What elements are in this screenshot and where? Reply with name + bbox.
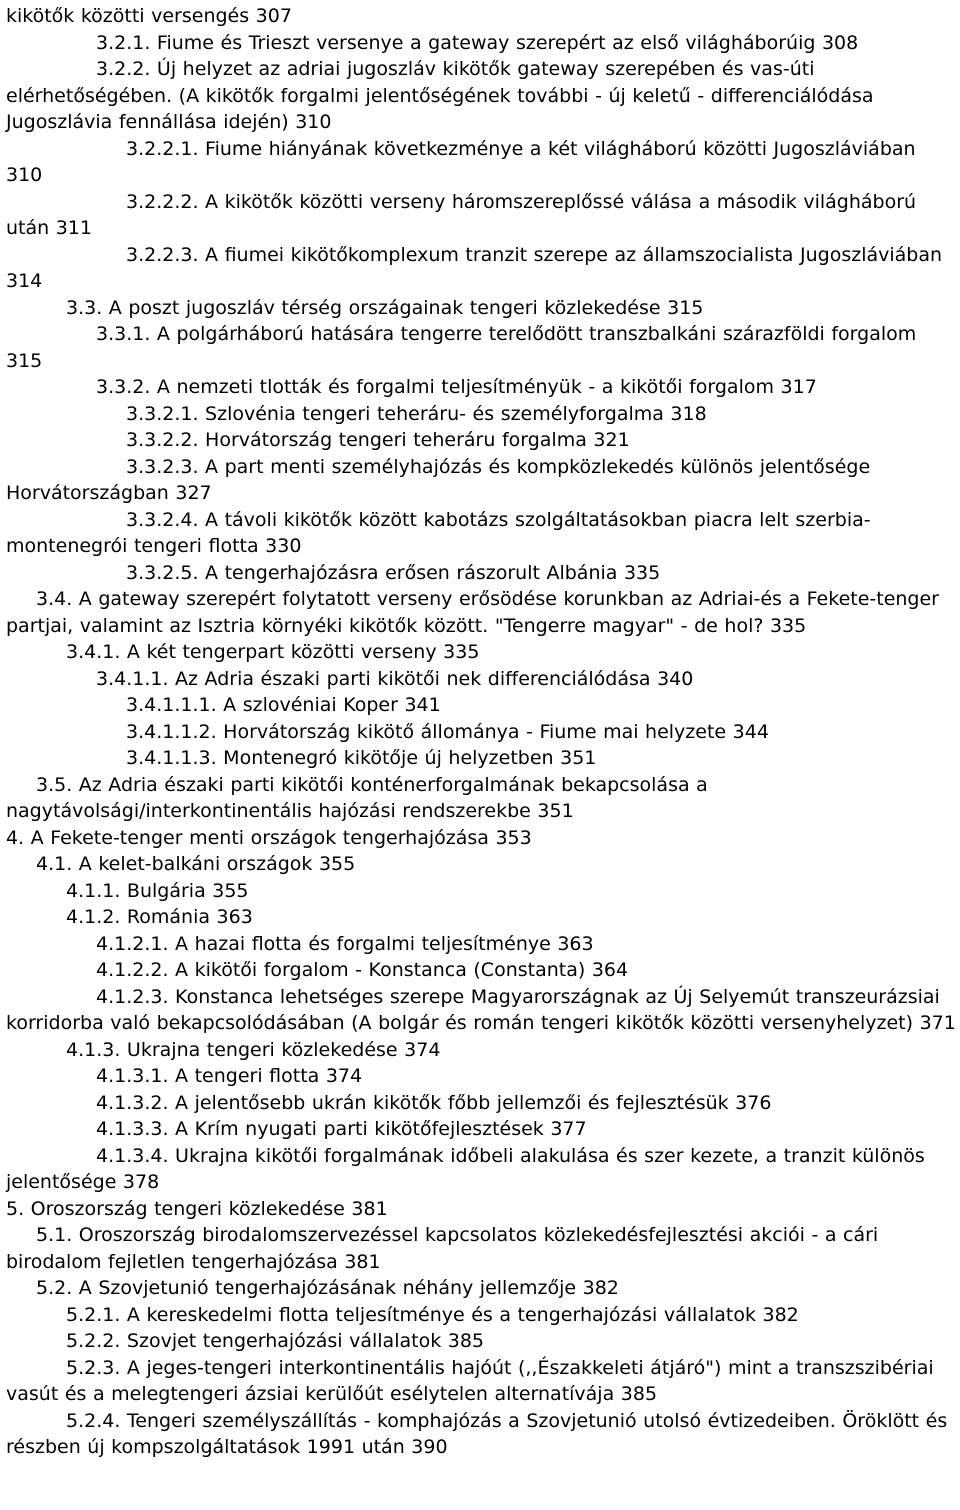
toc-entry: 3.3.2.3. A part menti személyhajózás és kompközlekedés különös jelentősége Horvátországban 327 [6,455,871,504]
toc-entry: 4.1.3.2. A jelentősebb ukrán kikötők főbb jellemzői és fejlesztésük 376 [96,1091,772,1114]
toc-entry: 5.2. A Szovjetunió tengerhajózásának néhány jellemzője 382 [36,1277,619,1299]
toc-entry: 3.3.2.1. Szlovénia tengeri teheráru- és személyforgalma 318 [126,402,707,425]
toc-entry: 5. Oroszország tengeri közlekedése 381 [6,1197,388,1220]
toc-entry: 4.1.3. Ukrajna tengeri közlekedése 374 [66,1038,441,1061]
toc-entry: 4.1.2.3. Konstanca lehetséges szerepe Magyarországnak az Új Selyemút transzeurázsiai korridorba való bekapcsolódásában (A bolgár és román tengeri kikötők közötti versenyhelyzet) 371 [6,985,956,1034]
toc-entry: 4.1.3.1. A tengeri flotta 374 [96,1065,363,1087]
toc-entry: 3.3.2. A nemzeti tlották és forgalmi teljesítményük - a kikötői forgalom 317 [96,376,817,398]
toc-entry: 3.4. A gateway szerepért folytatott verseny erősödése korunkban az Adriai-és a Fekete-tenger partjai, valamint az Isztria környéki kikötők között. "Tengerre magyar" - de hol? 335 [6,588,939,637]
toc-entry: kikötők közötti versengés 307 [6,5,292,27]
toc-entry: 3.2.2.3. A fiumei kikötőkomplexum tranzit szerepe az államszocialista Jugoszláviában 314 [6,243,943,292]
toc-entry: 4.1.2.1. A hazai flotta és forgalmi teljesítménye 363 [96,932,594,955]
toc-entry: 3.2.2.1. Fiume hiányának következménye a két világháború közötti Jugoszláviában 310 [6,137,916,186]
toc-entry: 3.2.2.2. A kikötők közötti verseny háromszereplőssé válása a második világháború után 311 [6,190,917,239]
toc-entry: 5.2.3. A jeges-tengeri interkontinentális hajóút (,,Északkeleti átjáró") mint a transzszibériai vasút és a melegtengeri ázsiai kerülőút esélytelen alternatívája 385 [6,1356,934,1405]
toc-entry: 3.3. A poszt jugoszláv térség országainak tengeri közlekedése 315 [66,296,704,319]
toc-entry: 4.1.2.2. A kikötői forgalom - Konstanca (Constanta) 364 [96,959,629,981]
toc-entry: 3.4.1.1.3. Montenegró kikötője új helyzetben 351 [126,747,597,769]
toc-entry: 4. A Fekete-tenger menti országok tengerhajózása 353 [6,826,532,849]
toc-entry: 5.2.4. Tengeri személyszállítás - komphajózás a Szovjetunió utolsó évtizedeiben. Öröklött és részben új kompszolgáltatások 1991 után 390 [6,1409,948,1458]
toc-entry: 4.1. A kelet-balkáni országok 355 [36,853,356,875]
toc-entry: 4.1.2. Románia 363 [66,906,253,928]
toc-entry: 3.4.1. A két tengerpart közötti verseny 335 [66,641,480,663]
toc-entry: 3.3.2.5. A tengerhajózásra erősen rászorult Albánia 335 [126,561,661,584]
toc-entry: 3.3.1. A polgárháború hatására tengerre terelődött transzbalkáni szárazföldi forgalom 315 [6,323,917,372]
toc-entry: 4.1.3.3. A Krím nyugati parti kikötőfejlesztések 377 [96,1118,587,1140]
toc-entry: 3.4.1.1. Az Adria északi parti kikötői nek differenciálódása 340 [96,667,694,690]
toc-entry: 3.2.2. Új helyzet az adriai jugoszláv kikötők gateway szerepében és vas-úti elérhetőségében. (A kikötők forgalmi jelentőségének további - új keletű - differenciálódása Jugoszlávia fennállása idején) 310 [6,58,874,133]
toc-entry: 3.4.1.1.1. A szlovéniai Koper 341 [126,694,441,716]
toc-entry: 3.4.1.1.2. Horvátország kikötő állománya - Fiume mai helyzete 344 [126,720,769,743]
toc-entry: 3.2.1. Fiume és Trieszt versenye a gateway szerepért az első világháborúig 308 [96,31,859,54]
toc-entry: 4.1.1. Bulgária 355 [66,879,249,902]
toc-entry: 3.3.2.4. A távoli kikötők között kabotázs szolgáltatásokban piacra lelt szerbia-montenegrói tengeri flotta 330 [6,508,871,557]
toc-entry: 4.1.3.4. Ukrajna kikötői forgalmának időbeli alakulása és szer kezete, a tranzit különös jelentősége 378 [6,1144,925,1193]
toc-entry: 3.5. Az Adria északi parti kikötői konténerforgalmának bekapcsolása a nagytávolsági/interkontinentális hajózási rendszerekbe 351 [6,773,708,822]
toc-entry: 5.2.2. Szovjet tengerhajózási vállalatok 385 [66,1330,485,1352]
toc-entry: 5.1. Oroszország birodalomszervezéssel kapcsolatos közlekedésfejlesztési akciói - a cári birodalom fejletlen tengerhajózása 381 [6,1224,879,1273]
toc-entry: 3.3.2.2. Horvátország tengeri teheráru forgalma 321 [126,429,630,451]
toc-entry: 5.2.1. A kereskedelmi flotta teljesítménye és a tengerhajózási vállalatok 382 [66,1303,799,1326]
